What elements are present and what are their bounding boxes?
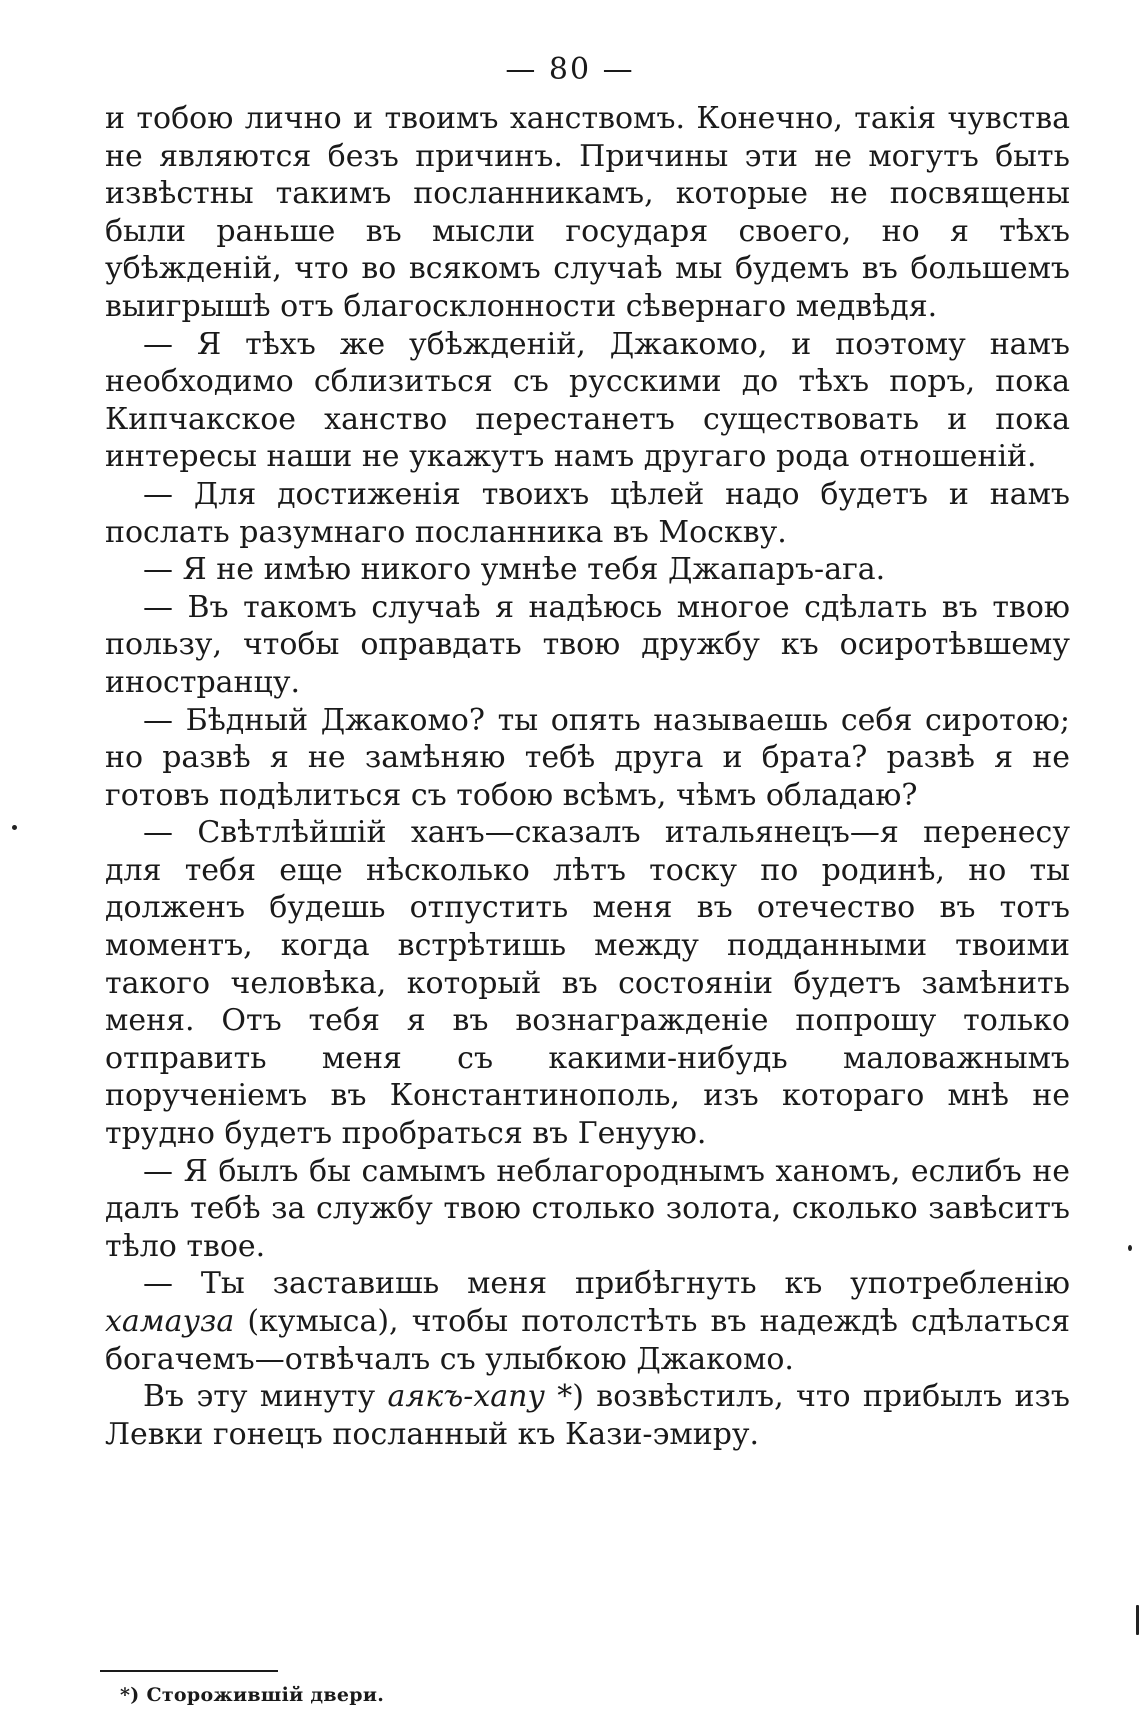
footnote: *) Сторожившій двери. [120,1684,385,1706]
paragraph: — Свѣтлѣйшій ханъ—сказалъ итальянецъ—я перенесу для тебя еще нѣсколько лѣтъ тоску по родинѣ, но ты долженъ будешь отпустить меня въ отечество въ тотъ моментъ, когда встрѣтишь между подданными твоими такого человѣка, который въ состояніи будетъ замѣнить меня. Отъ тебя я въ вознагражденіе попрошу только отправить меня съ какими-нибудь маловажнымъ порученіемъ въ Константинополь, изъ котораго мнѣ не трудно будетъ пробраться въ Генуую. [105,815,1070,1152]
italic-term: аякъ-хапу [387,1379,545,1415]
paragraph [105,1378,1070,1453]
body-text [105,100,1070,1453]
paragraph-text: — Ты заставишь меня прибѣгнуть къ употребленію [143,1266,1070,1302]
paragraph: — Я не имѣю никого умнѣе тебя Джапаръ-ага. [143,552,886,588]
scan-speck [1136,1605,1139,1635]
paragraph: — Я тѣхъ же убѣжденій, Джакомо, и поэтому намъ необходимо сблизиться съ русскими до тѣхъ поръ, пока Кипчакское ханство перестанетъ существовать и пока интересы наши не укажутъ намъ другагo рода отношеній. [105,326,1070,475]
paragraph-text: (кумыса), чтобы потолстѣть въ надеждѣ сдѣлаться богачемъ—отвѣчалъ съ улыбкою Джакомо. [105,1304,1070,1377]
scan-speck [12,825,17,830]
paragraph: — Бѣдный Джакомо? ты опять называешь себя сиротою; но развѣ я не замѣняю тебѣ друга и брата? развѣ я не готовъ подѣлиться съ тобою всѣмъ, чѣмъ обладаю? [105,702,1070,813]
scan-speck [1128,1245,1132,1251]
paragraph: — Для достиженія твоихъ цѣлей надо будетъ и намъ послать разумнаго посланника въ Москву. [105,476,1070,550]
paragraph [105,1265,1070,1378]
paragraph: — Я былъ бы самымъ неблагороднымъ ханомъ, еслибъ не далъ тебѣ за службу твою столько золота, сколько завѣситъ тѣло твое. [105,1153,1070,1264]
italic-term: хамауза [105,1304,235,1339]
footnote-divider [100,1670,278,1672]
paragraph: и тобою лично и твоимъ ханствомъ. Конечно, такія чувства не являются безъ причинъ. Причины эти не могутъ быть извѣстны такимъ посланникамъ, которые не посвящены были раньше въ мысли государя своего, но я тѣхъ убѣжденій, что во всякомъ случаѣ мы будемъ въ большемъ выигрышѣ отъ благосклонности сѣвернаго медвѣдя. [105,101,1070,324]
page-number: — 80 — [505,52,635,87]
paragraph-text: *) возвѣстилъ, что прибылъ изъ Левки гонецъ посланный къ Кази-эмиру. [105,1379,1071,1452]
paragraph-text: Въ эту минуту [143,1379,388,1415]
paragraph: — Въ такомъ случаѣ я надѣюсь многое сдѣлать въ твою пользу, чтобы оправдать твою дружбу къ осиротѣвшему иностранцу. [105,589,1070,700]
